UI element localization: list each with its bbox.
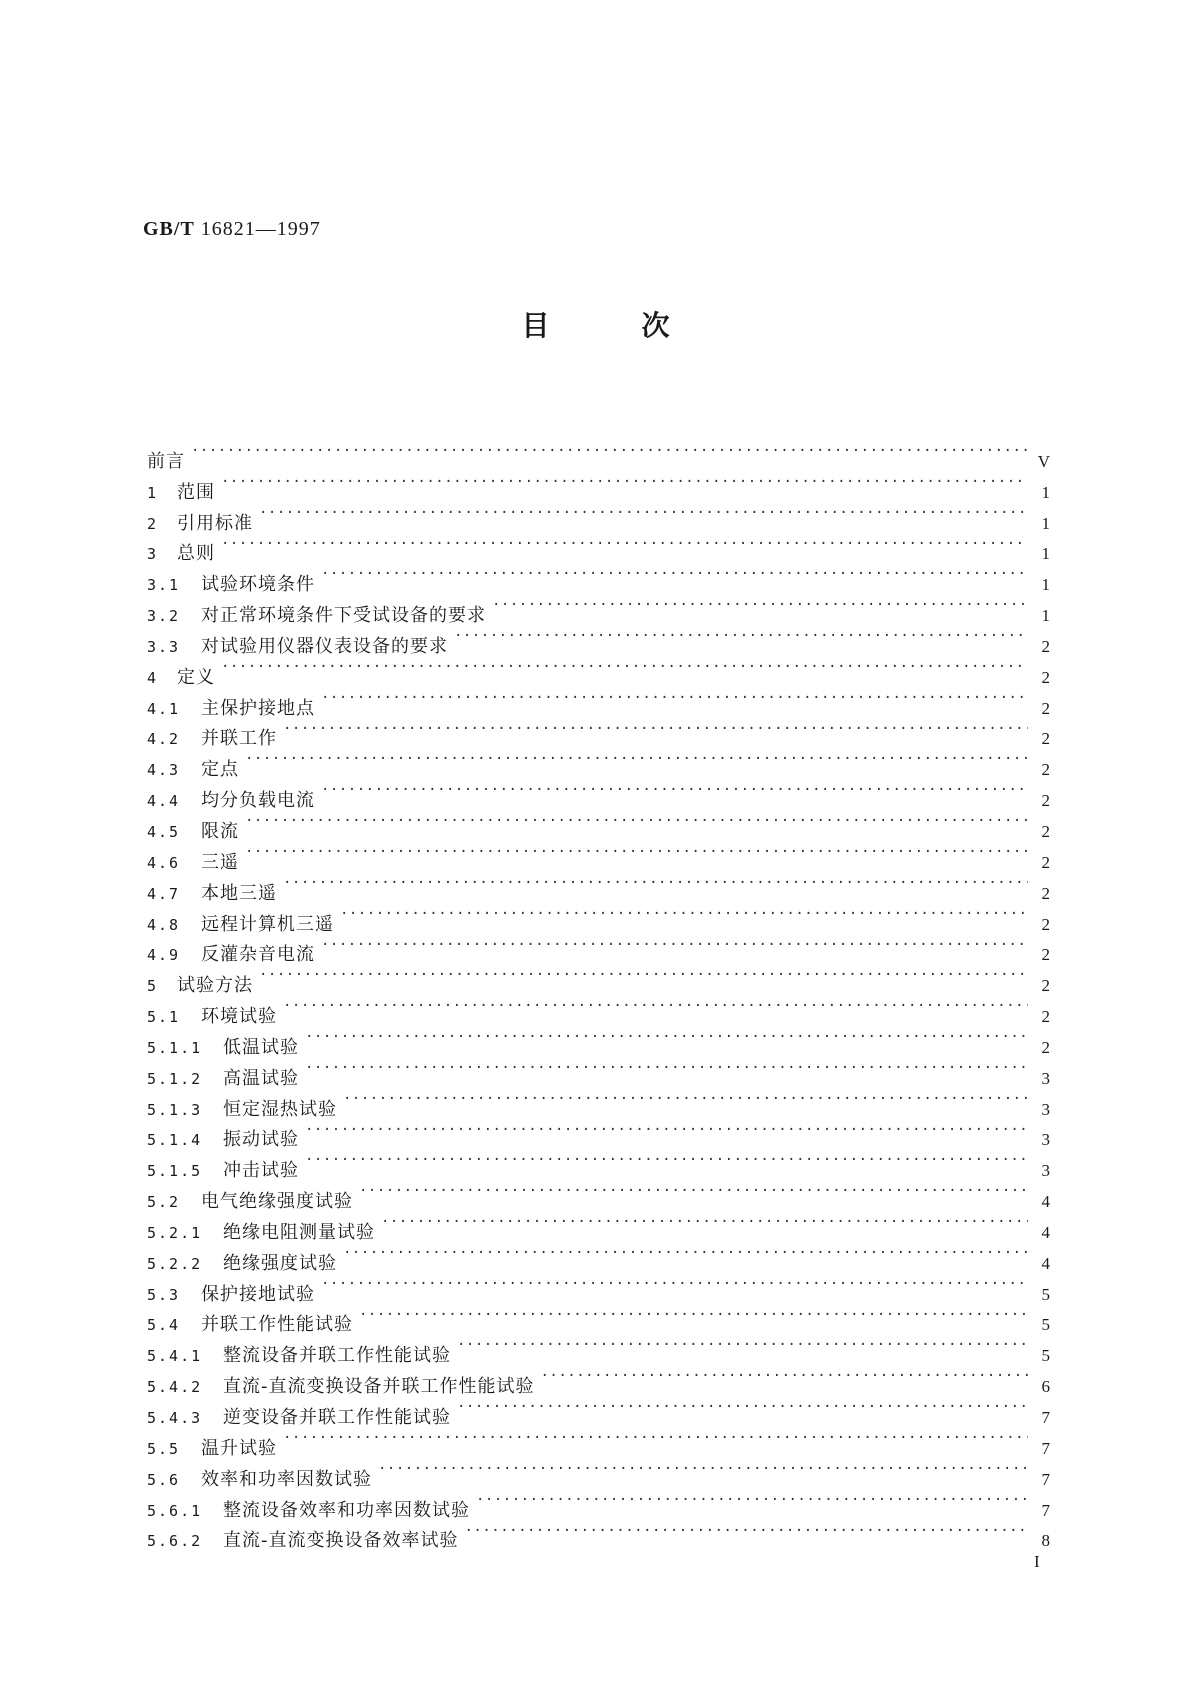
toc-entry-label: 前言 bbox=[147, 450, 185, 472]
toc-entry-number: 5.1.1 bbox=[147, 1038, 203, 1057]
toc-entry[interactable] bbox=[147, 652, 1050, 688]
toc-leader-dots bbox=[221, 652, 1028, 683]
toc-leader-dots bbox=[492, 590, 1028, 621]
toc-leader-dots bbox=[305, 1145, 1028, 1176]
toc-leader-dots bbox=[340, 899, 1028, 930]
toc-leader-dots bbox=[457, 1330, 1028, 1361]
toc-entry-label: 对试验用仪器仪表设备的要求 bbox=[201, 635, 448, 657]
toc-entry-label: 并联工作性能试验 bbox=[201, 1314, 353, 1336]
toc-entry-page: 5 bbox=[1041, 1346, 1050, 1366]
toc-entry-label: 环境试验 bbox=[201, 1006, 277, 1028]
toc-entry[interactable] bbox=[147, 991, 1050, 1028]
toc-entry-page: 2 bbox=[1041, 760, 1050, 780]
toc-entry-page: 2 bbox=[1041, 1007, 1050, 1027]
toc-entry[interactable] bbox=[147, 529, 1050, 565]
toc-entry-page: 2 bbox=[1041, 945, 1050, 965]
toc-entry-label: 温升试验 bbox=[201, 1437, 277, 1459]
standard-prefix: GB/T bbox=[143, 218, 195, 240]
toc-entry-number: 4.4 bbox=[147, 792, 181, 811]
toc-leader-dots bbox=[457, 1392, 1028, 1423]
toc-entry-page: 5 bbox=[1041, 1315, 1050, 1335]
toc-entry-page: 3 bbox=[1041, 1161, 1050, 1181]
toc-leader-dots bbox=[305, 1022, 1028, 1053]
toc-entry-label: 恒定湿热试验 bbox=[223, 1098, 337, 1120]
toc-entry-page: 2 bbox=[1041, 976, 1050, 996]
toc-entry-label: 效率和功率因数试验 bbox=[201, 1468, 372, 1490]
toc-entry-page: 2 bbox=[1041, 729, 1050, 749]
toc-entry[interactable] bbox=[147, 498, 1050, 534]
toc-entry[interactable] bbox=[147, 744, 1050, 781]
toc-entry-number: 3.2 bbox=[147, 607, 181, 626]
toc-entry-page: 7 bbox=[1041, 1469, 1050, 1489]
toc-entry-page: 2 bbox=[1041, 821, 1050, 841]
toc-entry-number: 5.2.1 bbox=[147, 1223, 203, 1242]
toc-entry-page: 3 bbox=[1041, 1099, 1050, 1119]
toc-entry-label: 电气绝缘强度试验 bbox=[201, 1191, 353, 1213]
toc-leader-dots bbox=[321, 559, 1028, 590]
toc-entry-label: 低温试验 bbox=[223, 1036, 299, 1058]
toc-leader-dots bbox=[343, 1084, 1028, 1115]
toc-entry-label: 冲击试验 bbox=[223, 1160, 299, 1182]
toc-entry-page: 7 bbox=[1041, 1500, 1050, 1520]
toc-entry-label: 总则 bbox=[177, 543, 215, 565]
toc-entry-label: 反灌杂音电流 bbox=[201, 944, 315, 966]
toc-entry-page: 4 bbox=[1041, 1222, 1050, 1242]
toc-entry-label: 整流设备并联工作性能试验 bbox=[223, 1345, 451, 1367]
toc-entry-number: 3 bbox=[147, 545, 159, 564]
toc-entry-page: 3 bbox=[1041, 1068, 1050, 1088]
toc-entry-page: 7 bbox=[1041, 1438, 1050, 1458]
toc-entry-page: 1 bbox=[1041, 606, 1050, 626]
toc-leader-dots bbox=[259, 498, 1028, 529]
toc-leader-dots bbox=[191, 436, 1028, 467]
toc-entry-number: 5.4 bbox=[147, 1316, 181, 1335]
toc-entry[interactable] bbox=[147, 806, 1050, 842]
toc-leader-dots bbox=[283, 991, 1028, 1022]
toc-leader-dots bbox=[321, 1269, 1028, 1300]
toc-entry-page: 2 bbox=[1041, 852, 1050, 872]
toc-entry-page: 2 bbox=[1041, 636, 1050, 656]
toc-entry-number: 5.4.2 bbox=[147, 1378, 203, 1397]
toc-leader-dots bbox=[283, 868, 1028, 899]
toc-entry-number: 5.4.3 bbox=[147, 1409, 203, 1427]
toc-entry[interactable] bbox=[147, 775, 1050, 812]
toc-entry-label: 定义 bbox=[177, 666, 215, 688]
toc-leader-dots bbox=[283, 1423, 1028, 1454]
toc-entry-number: 5.3 bbox=[147, 1285, 181, 1304]
toc-entry-page: 3 bbox=[1041, 1130, 1050, 1150]
toc-entry-label: 并联工作 bbox=[201, 728, 277, 750]
toc-entry-label: 绝缘强度试验 bbox=[223, 1252, 337, 1274]
footer-page-number: I bbox=[1034, 1552, 1040, 1571]
toc-entry-label: 试验方法 bbox=[177, 975, 253, 997]
toc-entry-label: 本地三遥 bbox=[201, 882, 277, 904]
toc-entry-label: 高温试验 bbox=[223, 1067, 299, 1089]
toc-entry[interactable] bbox=[147, 683, 1050, 719]
toc-leader-dots bbox=[259, 960, 1028, 991]
toc-entry-number: 1 bbox=[147, 483, 159, 502]
toc-entry-number: 4.8 bbox=[147, 915, 181, 934]
toc-entry-page: 4 bbox=[1041, 1253, 1050, 1273]
toc-entry-label: 限流 bbox=[201, 820, 239, 842]
toc-entry-number: 4.5 bbox=[147, 822, 181, 841]
toc-entry-page: 1 bbox=[1041, 482, 1050, 502]
toc-entry-page: 2 bbox=[1041, 667, 1050, 687]
toc-entry-page: 6 bbox=[1041, 1377, 1050, 1397]
toc-entry-number: 5.2 bbox=[147, 1193, 181, 1212]
toc-entry-label: 直流-直流变换设备效率试验 bbox=[223, 1530, 459, 1552]
toc-entry-label: 主保护接地点 bbox=[201, 697, 315, 719]
toc-entry-page: 1 bbox=[1041, 544, 1050, 564]
toc-entry-number: 5.1.5 bbox=[147, 1162, 203, 1181]
toc-leader-dots bbox=[245, 744, 1028, 775]
toc-leader-dots bbox=[321, 930, 1028, 961]
standard-code bbox=[143, 218, 321, 241]
toc-entry-number: 4.9 bbox=[147, 946, 181, 965]
toc-leader-dots bbox=[245, 806, 1028, 837]
toc-entry-label: 远程计算机三遥 bbox=[201, 913, 334, 935]
toc-leader-dots bbox=[321, 775, 1028, 806]
toc-leader-dots bbox=[359, 1300, 1028, 1331]
toc-entry-label: 范围 bbox=[177, 481, 215, 503]
toc-entry-page: V bbox=[1037, 451, 1050, 471]
toc-leader-dots bbox=[381, 1207, 1028, 1238]
toc-entry-number: 4.3 bbox=[147, 761, 181, 780]
toc-entry-number: 4.1 bbox=[147, 699, 181, 718]
toc-entry-label: 整流设备效率和功率因数试验 bbox=[223, 1499, 470, 1521]
toc-entry[interactable] bbox=[147, 960, 1050, 997]
toc-entry-number: 5.6.2 bbox=[147, 1532, 203, 1551]
toc-entry-page: 2 bbox=[1041, 791, 1050, 811]
toc-entry-number: 4.2 bbox=[147, 730, 181, 749]
toc-leader-dots bbox=[359, 1176, 1028, 1207]
toc-leader-dots bbox=[245, 837, 1028, 868]
toc-entry-number: 5.6 bbox=[147, 1470, 181, 1489]
toc-leader-dots bbox=[343, 1238, 1028, 1269]
toc-entry-label: 三遥 bbox=[201, 851, 239, 873]
toc-leader-dots bbox=[378, 1454, 1028, 1485]
toc-entry-label: 均分负载电流 bbox=[201, 790, 315, 812]
toc-entry[interactable] bbox=[147, 1423, 1050, 1459]
toc-leader-dots bbox=[465, 1516, 1029, 1547]
toc-entry-page: 1 bbox=[1041, 513, 1050, 533]
toc-entry[interactable] bbox=[147, 714, 1050, 750]
toc-entry-label: 试验环境条件 bbox=[201, 574, 315, 596]
toc-entry-label: 保护接地试验 bbox=[201, 1283, 315, 1305]
toc-entry-number: 5.1.3 bbox=[147, 1100, 203, 1119]
toc-leader-dots bbox=[305, 1053, 1028, 1084]
toc-leader-dots bbox=[454, 621, 1028, 652]
toc-entry-page: 2 bbox=[1041, 1037, 1050, 1057]
toc-entry-label: 直流-直流变换设备并联工作性能试验 bbox=[223, 1376, 535, 1398]
toc-entry-number: 5.5 bbox=[147, 1439, 181, 1458]
toc-entry-page: 5 bbox=[1041, 1284, 1050, 1304]
toc-entry-page: 2 bbox=[1041, 914, 1050, 934]
toc-entry-number: 5.1.4 bbox=[147, 1131, 203, 1150]
toc-entry-page: 7 bbox=[1041, 1408, 1050, 1427]
toc-entry-label: 绝缘电阻测量试验 bbox=[223, 1221, 375, 1243]
toc-entry-label: 振动试验 bbox=[223, 1129, 299, 1151]
toc-entry-number: 5.6.1 bbox=[147, 1501, 203, 1520]
standard-number: 16821—1997 bbox=[200, 218, 321, 240]
toc-entry[interactable] bbox=[147, 467, 1050, 503]
toc-entry-number: 3.3 bbox=[147, 637, 181, 656]
toc-entry-label: 定点 bbox=[201, 759, 239, 781]
toc-leader-dots bbox=[305, 1115, 1028, 1146]
toc-leader-dots bbox=[221, 529, 1028, 560]
toc-entry-page: 1 bbox=[1041, 575, 1050, 595]
table-of-contents bbox=[147, 436, 1050, 1552]
toc-leader-dots bbox=[221, 467, 1028, 498]
toc-entry-number: 5.1 bbox=[147, 1008, 181, 1027]
toc-entry-number: 5.4.1 bbox=[147, 1347, 203, 1366]
toc-leader-dots bbox=[283, 714, 1028, 745]
toc-entry-page: 2 bbox=[1041, 883, 1050, 903]
toc-entry-page: 8 bbox=[1041, 1531, 1050, 1551]
toc-entry-number: 2 bbox=[147, 514, 159, 533]
toc-entry[interactable] bbox=[147, 559, 1050, 596]
toc-entry-label: 引用标准 bbox=[177, 512, 253, 534]
toc-entry-number: 5.2.2 bbox=[147, 1254, 203, 1273]
toc-entry-number: 3.1 bbox=[147, 576, 181, 595]
toc-entry-label: 对正常环境条件下受试设备的要求 bbox=[201, 605, 486, 627]
toc-entry-page: 2 bbox=[1041, 698, 1050, 718]
toc-entry-label: 逆变设备并联工作性能试验 bbox=[223, 1407, 451, 1428]
toc-entry[interactable] bbox=[147, 837, 1050, 873]
toc-entry-page: 4 bbox=[1041, 1192, 1050, 1212]
page-title: 目次 bbox=[521, 309, 762, 342]
toc-entry-number: 4 bbox=[147, 668, 159, 687]
toc-entry-number: 5 bbox=[147, 977, 159, 996]
toc-leader-dots bbox=[321, 683, 1028, 714]
toc-leader-dots bbox=[476, 1485, 1028, 1516]
toc-entry-number: 4.7 bbox=[147, 884, 181, 903]
toc-leader-dots bbox=[541, 1361, 1029, 1392]
toc-entry-number: 4.6 bbox=[147, 853, 181, 872]
toc-entry[interactable] bbox=[147, 868, 1050, 904]
toc-entry-number: 5.1.2 bbox=[147, 1069, 203, 1088]
toc-entry[interactable] bbox=[147, 436, 1050, 472]
